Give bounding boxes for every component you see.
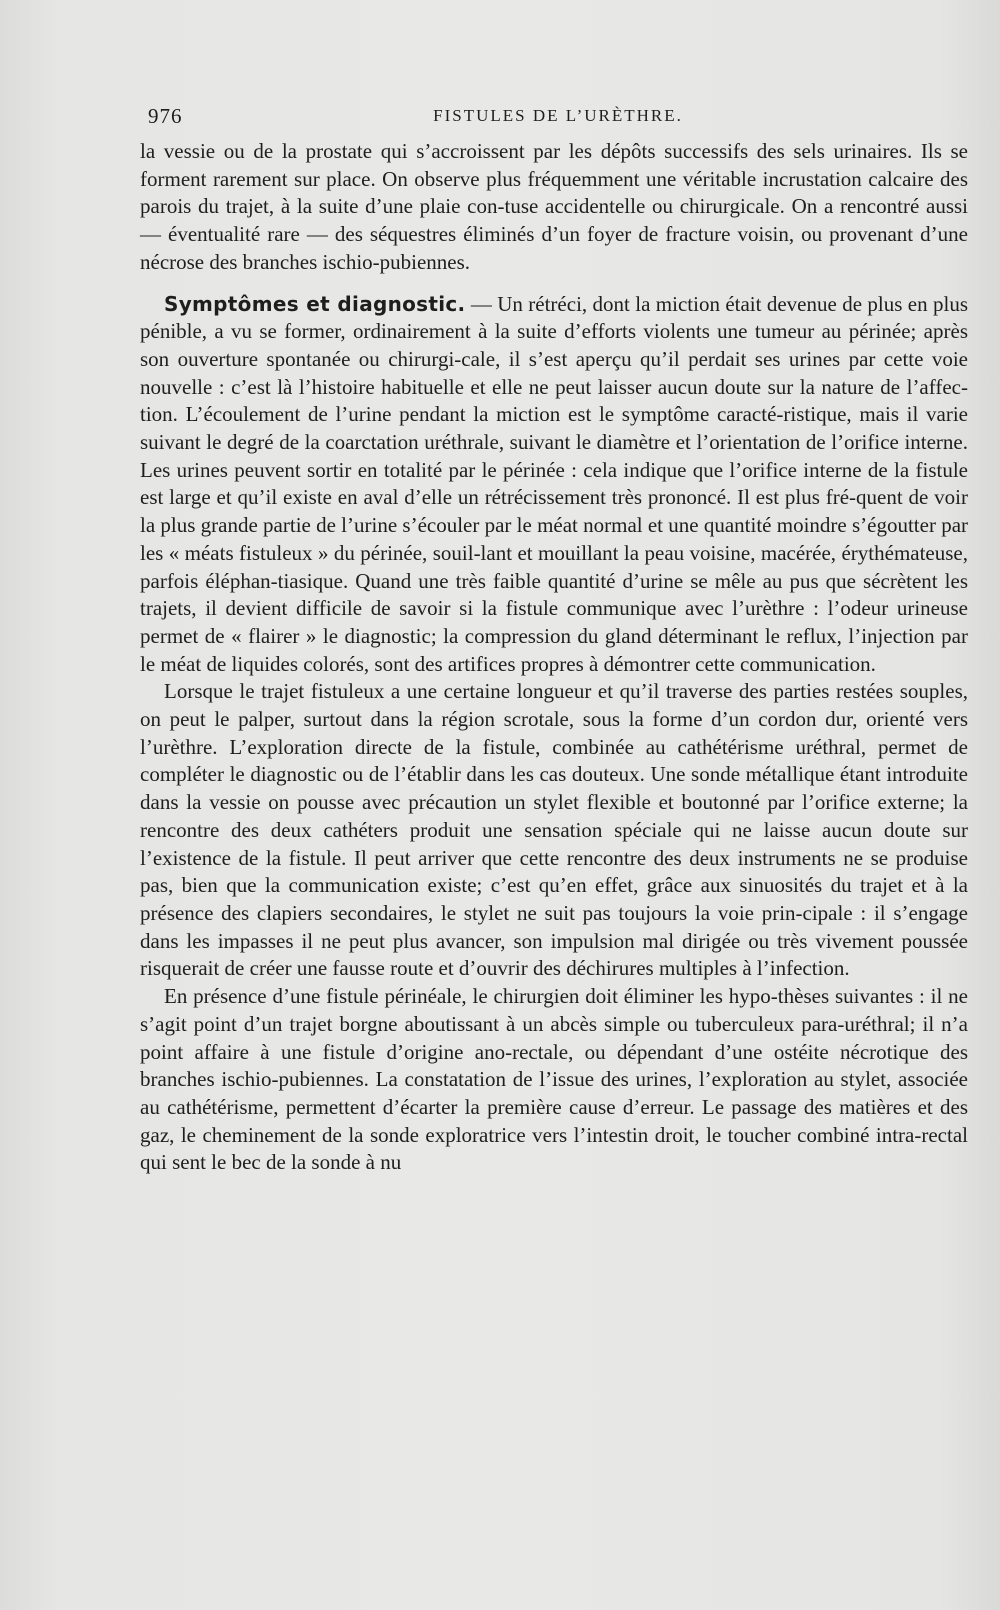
- paragraph-differential: En présence d’une fistule périnéale, le chirurgien doit éliminer les hypo-thèses suivantes : il ne s’agit point d’un trajet borgne aboutissant à un abcès simple ou tuberculeux para-uréthral; il n’a point affaire à une fistule d’origine ano-rectale, ou dépendant d’une ostéite nécrotique des branches ischio-pubiennes. La constatation de l’issue des urines, l’exploration au stylet, associée au cathétérisme, permettent d’écarter la première cause d’erreur. Le passage des matières et des gaz, le cheminement de la sonde exploratrice vers l’intestin droit, le toucher combiné intra-rectal qui sent le bec de la sonde à nu: [140, 984, 968, 1175]
- body-text: [140, 138, 968, 1177]
- paragraph-symptoms-text: — Un rétréci, dont la miction était devenue de plus en plus pénible, a vu se former, ordinairement à la suite d’efforts violents une tumeur au périnée; après son ouverture spontanée ou chirurgi-cale, il s’est aperçu qu’il perdait ses urines par cette voie nouvelle : c’est là l’histoire habituelle et elle ne peut laisser aucun doute sur la nature de l’affec-tion. L’écoulement de l’urine pendant la miction est le symptôme caracté-ristique, mais il varie suivant le degré de la coarctation uréthrale, suivant le diamètre et l’orientation de l’orifice interne. Les urines peuvent sortir en totalité par le périnée : cela indique que l’orifice interne de la fistule est large et qu’il existe en aval d’elle un rétrécissement très prononcé. Il est plus fré-quent de voir la plus grande partie de l’urine s’écouler par le méat normal et une quantité moindre s’égoutter par les « méats fistuleux » du périnée, souil-lant et mouillant la peau voisine, macérée, érythémateuse, parfois éléphan-tiasique. Quand une très faible quantité d’urine se mêle au pus que sécrètent les trajets, il devient difficile de savoir si la fistule communique avec l’urèthre : l’odeur urineuse permet de « flairer » le diagnostic; la compression du gland déterminant le reflux, l’injection par le méat de liquides colorés, sont des artifices propres à démontrer cette communication.: [140, 291, 969, 676]
- page-header: [148, 104, 968, 132]
- page-number: 976: [148, 104, 183, 128]
- paragraph-continuation: la vessie ou de la prostate qui s’accroissent par les dépôts successifs des sels urinaires. Ils se forment rarement sur place. On observe plus fréquemment une véritable incrustation calcaire des parois du trajet, à la suite d’une plaie con-tuse accidentelle ou chirurgicale. On a rencontré aussi — éventualité rare — des séquestres éliminés d’un foyer de fracture voisin, ou provenant d’une nécrose des branches ischio-pubiennes.: [140, 139, 968, 274]
- paragraph-symptoms: [140, 291, 968, 679]
- paragraph-exploration: Lorsque le trajet fistuleux a une certaine longueur et qu’il traverse des parties restées souples, on peut le palper, surtout dans la région scrotale, sous la forme d’un cordon dur, orienté vers l’urèthre. L’exploration directe de la fistule, combinée au cathétérisme uréthral, permet de compléter le diagnostic ou de l’établir dans les cas douteux. Une sonde métallique étant introduite dans la vessie on pousse avec précaution un stylet flexible et boutonné par l’orifice externe; la rencontre des deux cathéters produit une sensation spéciale qui ne laisse aucun doute sur l’existence de la fistule. Il peut arriver que cette rencontre des deux instruments ne se produise pas, bien que la communication existe; c’est qu’en effet, grâce aux sinuosités du trajet et à la présence des clapiers secondaires, le stylet ne suit pas toujours la voie prin-cipale : il s’engage dans les impasses il ne peut plus avancer, son impulsion mal dirigée ou très vivement poussée risquerait de créer une fausse route et d’ouvrir des déchirures multiples à l’infection.: [140, 679, 968, 981]
- section-heading: Symptômes et diagnostic.: [164, 291, 466, 316]
- running-title: FISTULES DE L’URÈTHRE.: [433, 106, 683, 125]
